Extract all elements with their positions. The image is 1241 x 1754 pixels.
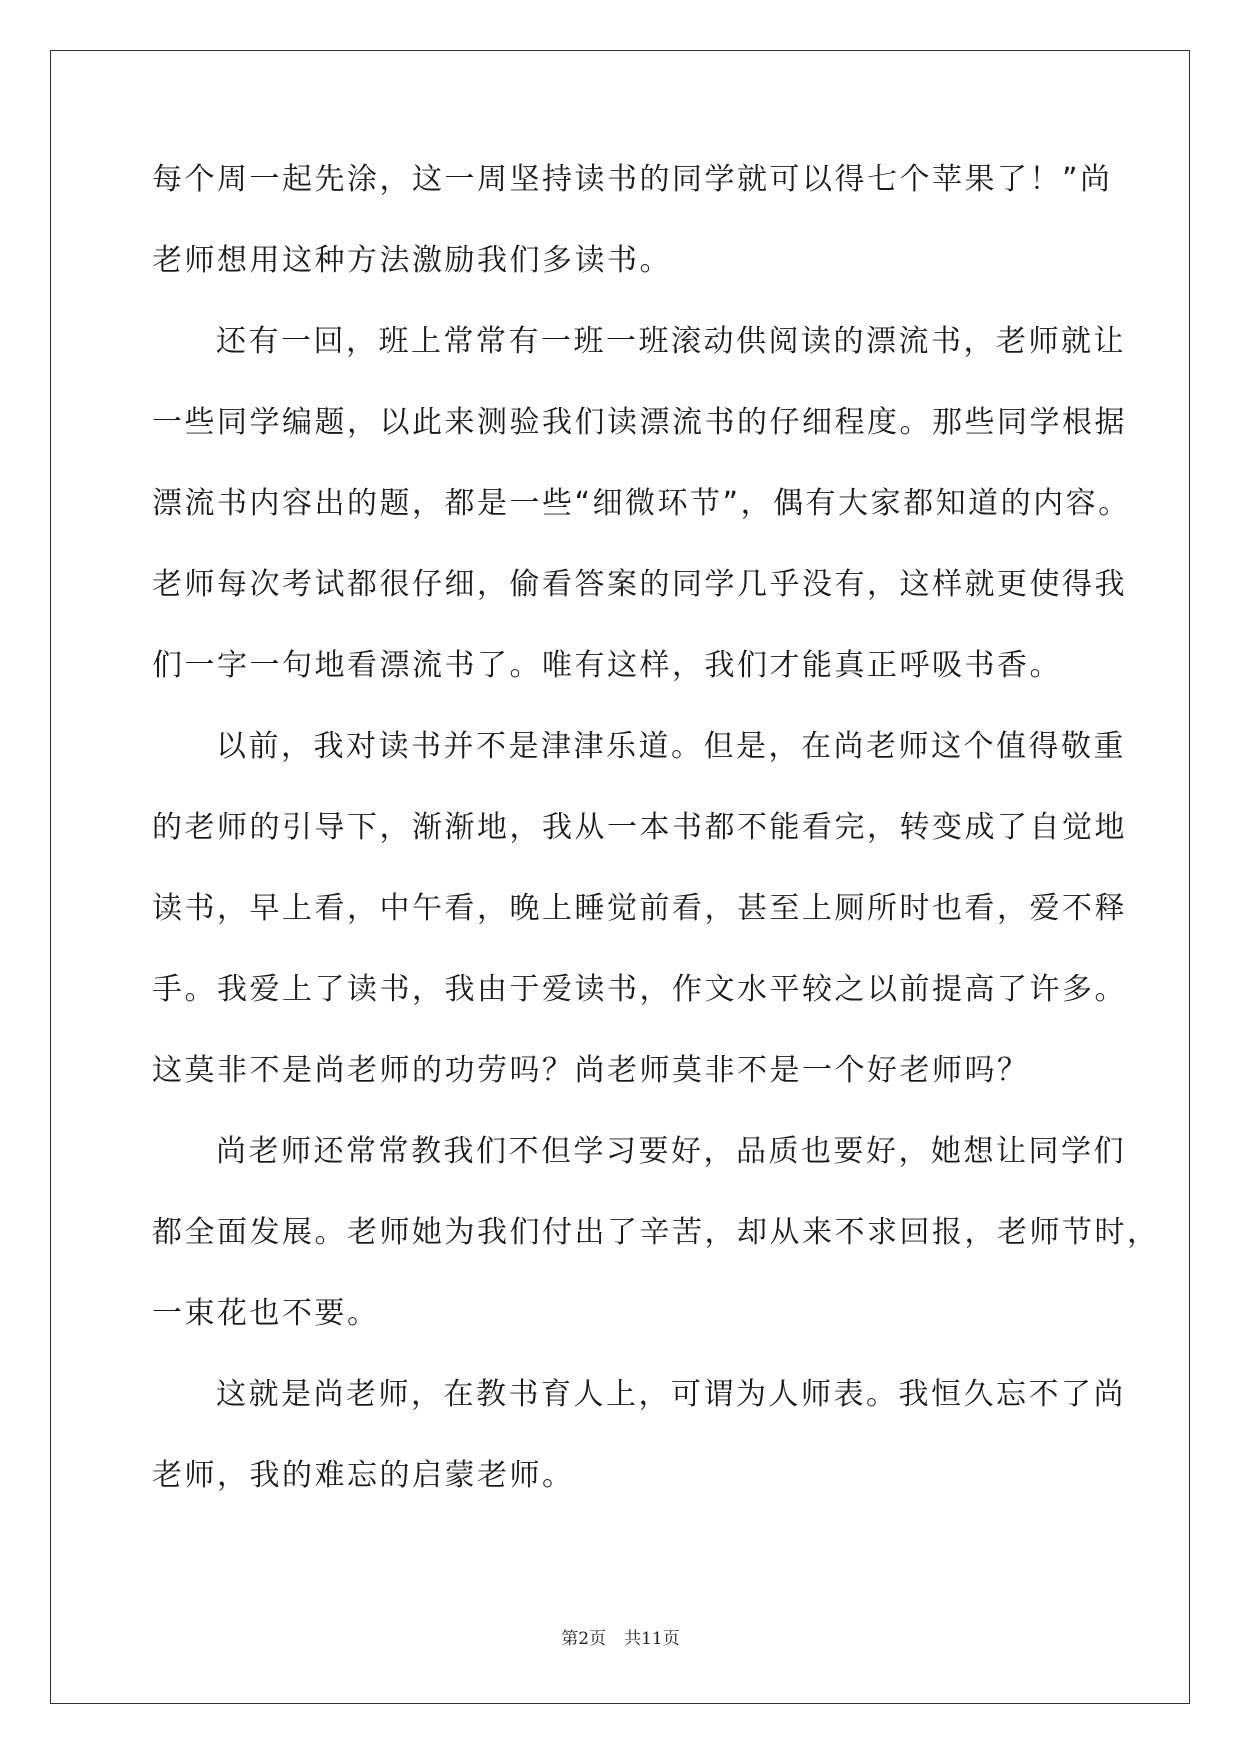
paragraph-start-line: 这就是尚老师，在教书育人上，可谓为人师表。我恒久忘不了尚 xyxy=(216,1377,1126,1412)
page-number: 第2页 xyxy=(561,1629,607,1649)
text-line: 都全面发展。老师她为我们付出了辛苦，却从来不求回报，老师节时， xyxy=(152,1215,1160,1250)
text-line: 一束花也不要。 xyxy=(152,1296,380,1331)
text-line: 们一字一句地看漂流书了。唯有这样，我们才能真正呼吸书香。 xyxy=(152,648,1062,683)
text-line: 老师，我的难忘的启蒙老师。 xyxy=(152,1458,575,1493)
paragraph-start-line: 以前，我对读书并不是津津乐道。但是，在尚老师这个值得敬重 xyxy=(216,729,1126,764)
text-line: 手。我爱上了读书，我由于爱读书，作文水平较之以前提高了许多。 xyxy=(152,972,1127,1007)
paragraph-start-line: 还有一回，班上常常有一班一班滚动供阅读的漂流书，老师就让 xyxy=(216,324,1126,359)
document-body xyxy=(152,160,1160,1537)
text-line: 的老师的引导下，渐渐地，我从一本书都不能看完，转变成了自觉地 xyxy=(152,810,1127,845)
text-line: 一些同学编题，以此来测验我们读漂流书的仔细程度。那些同学根据 xyxy=(152,405,1127,440)
page-footer xyxy=(0,1624,1241,1649)
text-line: 读书，早上看，中午看，晚上睡觉前看，甚至上厕所时也看，爱不释 xyxy=(152,891,1127,926)
total-pages: 共11页 xyxy=(624,1629,680,1649)
text-line: 漂流书内容出的题，都是一些“细微环节”，偶有大家都知道的内容。 xyxy=(152,486,1131,521)
text-line: 每个周一起先涂，这一周坚持读书的同学就可以得七个苹果了！”尚 xyxy=(152,162,1113,197)
text-line: 老师想用这种方法激励我们多读书。 xyxy=(152,243,672,278)
text-line: 这莫非不是尚老师的功劳吗？尚老师莫非不是一个好老师吗？ xyxy=(152,1053,1030,1088)
text-line: 老师每次考试都很仔细，偷看答案的同学几乎没有，这样就更使得我 xyxy=(152,567,1127,602)
paragraph-start-line: 尚老师还常常教我们不但学习要好，品质也要好，她想让同学们 xyxy=(216,1134,1126,1169)
